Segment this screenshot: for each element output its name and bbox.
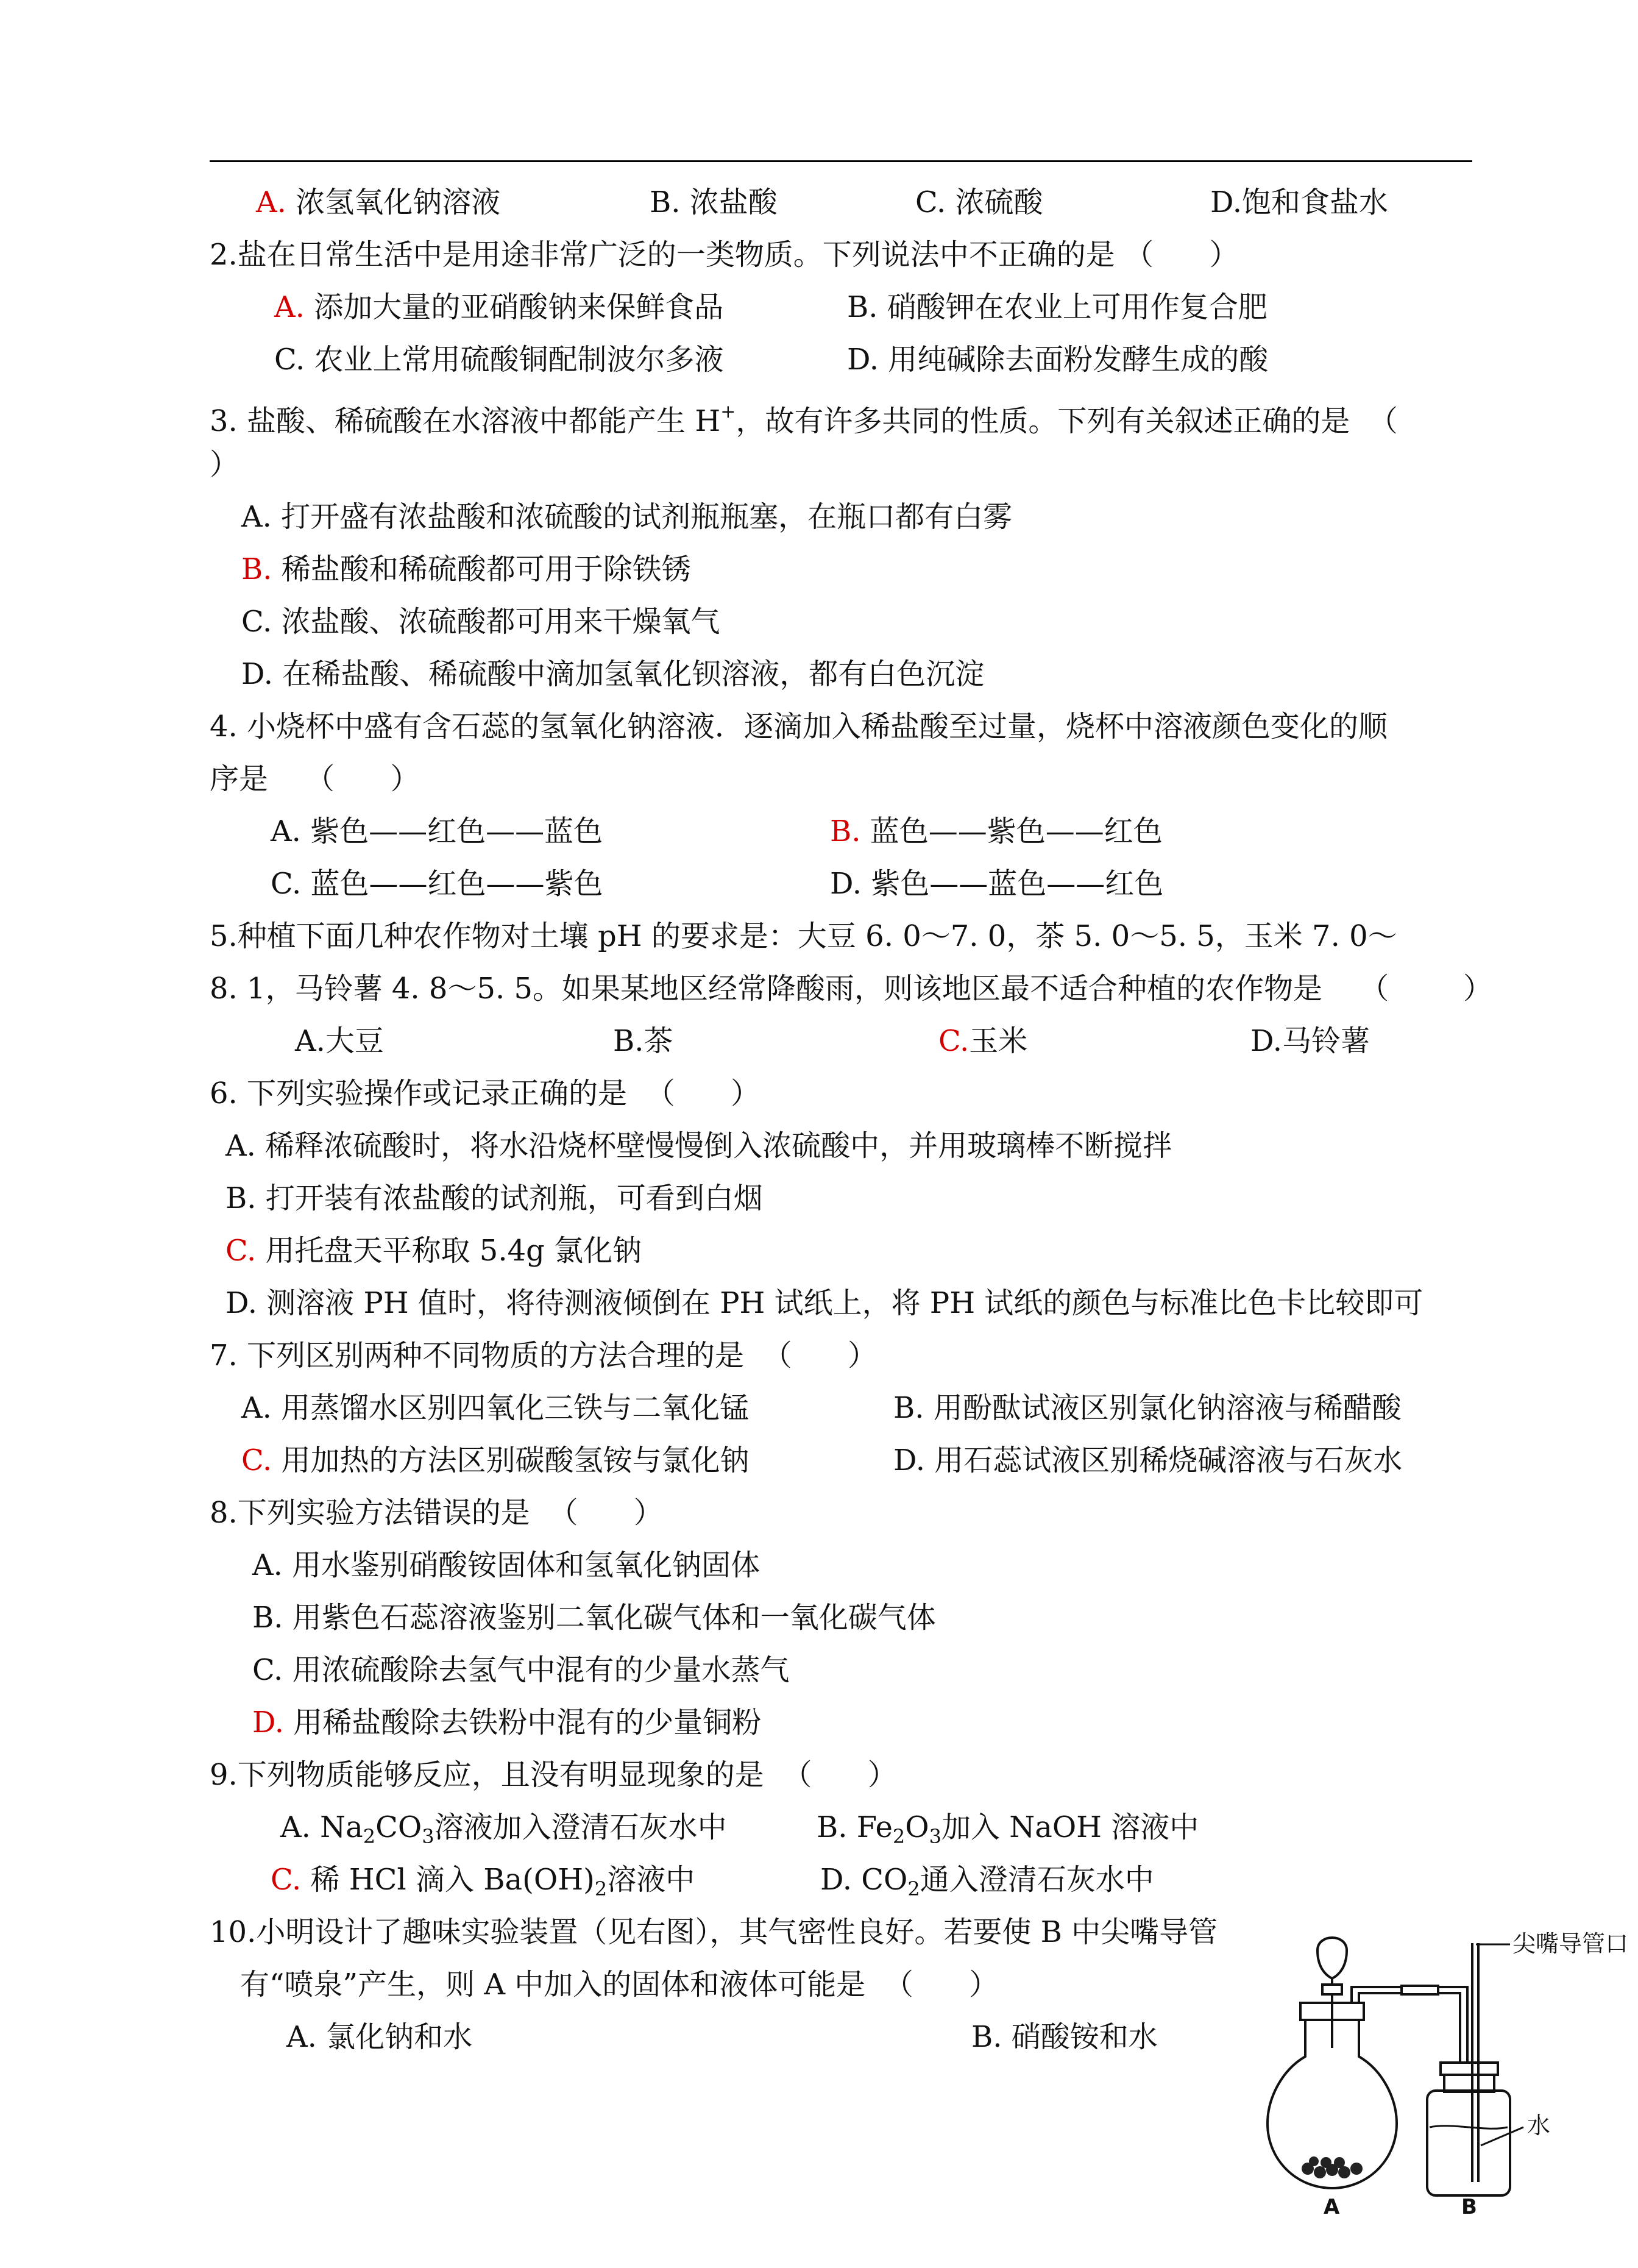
q8-option-b: B. 用紫色石蕊溶液鉴别二氧化碳气体和一氧化碳气体: [252, 1601, 936, 1635]
q3-option-b: B. 稀盐酸和稀硫酸都可用于除铁锈: [241, 552, 691, 586]
solid-particles: [1302, 2156, 1363, 2178]
q8-option-d: D. 用稀盐酸除去铁粉中混有的少量铜粉: [252, 1705, 762, 1740]
connecting-tube: [1352, 1987, 1467, 2070]
q9-option-b: B. $Fe_2O_3$加入 NaOH 溶液中: [817, 1810, 1199, 1848]
label-b: B: [1461, 2195, 1477, 2219]
q9-option-c: C. 稀 HCl 滴入 $Ba(OH)_2$溶液中: [271, 1863, 695, 1900]
q5-option-b: B.茶: [613, 1024, 673, 1058]
dropping-funnel: [1317, 1938, 1347, 1978]
q7-option-b: B. 用酚酞试液区别氯化钠溶液与稀醋酸: [893, 1391, 1402, 1425]
q9-option-d: D. $CO_2$通入澄清石灰水中: [820, 1863, 1154, 1900]
q5-stem-cont: 8. 1，马铃薯 4. 8～5. 5。如果某地区经常降酸雨，则该地区最不适合种植的农作物是 （ ）: [210, 972, 1493, 1006]
q6-stem: 6. 下列实验操作或记录正确的是 （ ）: [210, 1076, 760, 1111]
q8-option-a: A. 用水鉴别硝酸铵固体和氢氧化钠固体: [252, 1548, 760, 1582]
q7-option-d: D. 用石蕊试液区别稀烧碱溶液与石灰水: [893, 1443, 1403, 1477]
water-surface: [1430, 2126, 1508, 2129]
q10-option-a: A. 氯化钠和水: [286, 2020, 473, 2054]
q6-option-c: C. 用托盘天平称取 5.4g 氯化钠: [225, 1234, 642, 1268]
label-water: 水: [1527, 2112, 1551, 2139]
label-a: A: [1324, 2195, 1340, 2219]
q2-stem: 2.盐在日常生活中是用途非常广泛的一类物质。下列说法中不正确的是 （ ）: [210, 238, 1239, 272]
q9-stem: 9.下列物质能够反应，且没有明显现象的是 （ ）: [210, 1758, 897, 1792]
q4-option-b: B. 蓝色——紫色——红色: [830, 814, 1163, 848]
q2-option-c: C. 农业上常用硫酸铜配制波尔多液: [274, 343, 724, 377]
q5-option-c: C.玉米: [938, 1024, 1028, 1058]
q1-option-b: B. 浓盐酸: [650, 185, 778, 219]
q3-stem-cont: ）: [210, 447, 239, 482]
q4-option-d: D. 紫色——蓝色——红色: [830, 867, 1164, 901]
q2-option-d: D. 用纯碱除去面粉发酵生成的酸: [847, 343, 1269, 377]
q8-option-c: C. 用浓硫酸除去氢气中混有的少量水蒸气: [252, 1653, 790, 1687]
q3-option-a: A. 打开盛有浓盐酸和浓硫酸的试剂瓶瓶塞，在瓶口都有白雾: [241, 500, 1013, 534]
q10-stem-cont: 有“喷泉”产生，则 A 中加入的固体和液体可能是 （ ）: [240, 1968, 999, 2002]
header-rule: [210, 160, 1472, 162]
label-tip: 尖嘴导管口: [1512, 1930, 1629, 1957]
q4-option-c: C. 蓝色——红色——紫色: [271, 867, 603, 901]
q3-option-c: C. 浓盐酸、浓硫酸都可用来干燥氧气: [241, 605, 720, 639]
q10-stem: 10.小明设计了趣味实验装置（见右图），其气密性良好。若要使 B 中尖嘴导管: [210, 1915, 1218, 1949]
q4-stem-cont: 序是 （ ）: [210, 762, 420, 796]
q1-option-d: D.饱和食盐水: [1210, 185, 1389, 219]
bottle-b: [1427, 2091, 1510, 2195]
q10-option-b: B. 硝酸铵和水: [971, 2020, 1158, 2054]
q5-option-a: A.大豆: [295, 1024, 384, 1058]
apparatus-figure: [1268, 1926, 1629, 2219]
q2-option-a: A. 添加大量的亚硝酸钠来保鲜食品: [274, 290, 724, 324]
q7-option-c: C. 用加热的方法区别碳酸氢铵与氯化钠: [241, 1443, 750, 1477]
bottle-b-stopper: [1441, 2063, 1498, 2075]
q9-option-a: A. $Na_2CO_3$溶液加入澄清石灰水中: [280, 1810, 727, 1848]
q7-stem: 7. 下列区别两种不同物质的方法合理的是 （ ）: [210, 1338, 878, 1373]
q1-option-a: A. 浓氢氧化钠溶液: [256, 185, 501, 219]
q5-stem: 5.种植下面几种农作物对土壤 pH 的要求是：大豆 6. 0～7. 0，茶 5. 0～5. 5，玉米 7. 0～: [210, 919, 1397, 953]
q7-option-a: A. 用蒸馏水区别四氧化三铁与二氧化锰: [241, 1391, 750, 1425]
q3-option-d: D. 在稀盐酸、稀硫酸中滴加氢氧化钡溶液，都有白色沉淀: [241, 657, 985, 691]
q3-stem: 3. 盐酸、稀硫酸在水溶液中都能产生 H+，故有许多共同的性质。下列有关叙述正确的是 （: [210, 401, 1398, 438]
q6-option-d: D. 测溶液 PH 值时，将待测液倾倒在 PH 试纸上，将 PH 试纸的颜色与标准比色卡比较即可: [225, 1286, 1424, 1320]
q6-option-a: A. 稀释浓硫酸时，将水沿烧杯壁慢慢倒入浓硫酸中，并用玻璃棒不断搅拌: [225, 1129, 1172, 1163]
q6-option-b: B. 打开装有浓盐酸的试剂瓶，可看到白烟: [225, 1181, 763, 1215]
q1-option-c: C. 浓硫酸: [915, 185, 1043, 219]
q5-option-d: D.马铃薯: [1250, 1024, 1370, 1058]
q4-stem: 4. 小烧杯中盛有含石蕊的氢氧化钠溶液．逐滴加入稀盐酸至过量，烧杯中溶液颜色变化的顺: [210, 709, 1388, 744]
q8-stem: 8.下列实验方法错误的是 （ ）: [210, 1496, 663, 1530]
q4-option-a: A. 紫色——红色——蓝色: [271, 814, 603, 848]
q2-option-b: B. 硝酸钾在农业上可用作复合肥: [847, 290, 1268, 324]
